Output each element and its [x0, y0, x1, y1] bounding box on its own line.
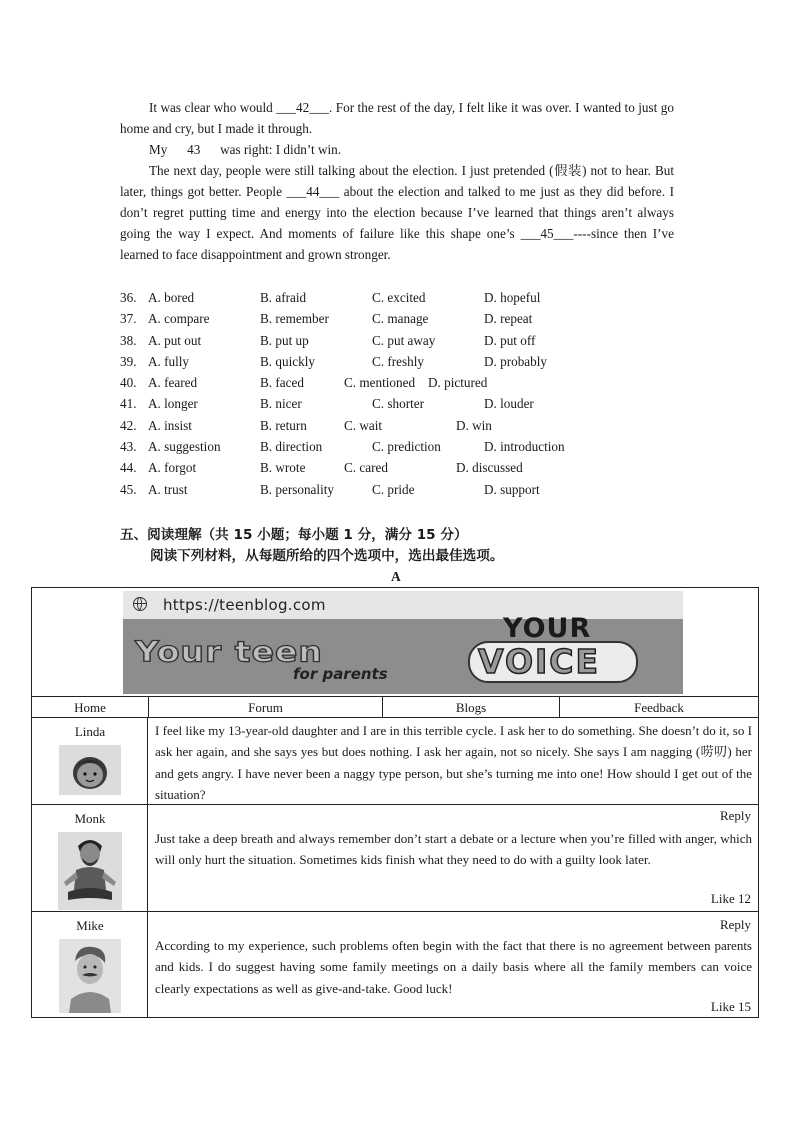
option-a: A. insist — [148, 417, 192, 433]
option-row — [120, 439, 680, 460]
option-a: A. suggestion — [148, 439, 221, 455]
author-name: Monk — [74, 811, 106, 826]
forum-reply — [32, 805, 758, 912]
option-row — [120, 482, 680, 503]
option-b: B. return — [260, 417, 307, 433]
option-row — [120, 396, 680, 417]
reply-text: Just take a deep breath and always remember don’t start a debate or a lecture when you’re filled with anger, which will only hurt the situation. Sometimes kids finish what they need to do with a guilty look later. — [155, 831, 752, 868]
author-name: Linda — [74, 724, 106, 739]
author-name: Mike — [76, 918, 104, 933]
option-b: B. quickly — [260, 353, 315, 369]
question-number: 41. — [120, 396, 137, 412]
paragraph-42: It was clear who would ___42___. For the rest of the day, I felt like it was over. I wanted to just go home and cry, but I made it through. — [120, 100, 674, 136]
your-teen-logo: Your teen — [135, 635, 323, 669]
forum-nav — [32, 696, 758, 718]
option-a: A. bored — [148, 290, 195, 305]
option-b: B. nicer — [260, 396, 302, 412]
post-text: I feel like my 13-year-old daughter and I are in this terrible cycle. I ask her to do something. She doesn’t do it, so I ask her again, and she says yes but does nothing. I ask her again, not so nicely. She says I am nagging (唠叨) her and gets angry. I have never been a naggy type person, but she’s turning me into one! How should I get out of the situation? — [155, 723, 752, 803]
option-d: D. discussed — [456, 460, 523, 476]
question-number: 40. — [120, 375, 137, 391]
option-c: C. freshly — [372, 353, 425, 369]
option-d: D. repeat — [484, 311, 533, 327]
option-row — [120, 354, 680, 375]
option-c: C. manage — [372, 311, 429, 327]
question-number: 44. — [120, 460, 137, 476]
option-c: C. pride — [372, 481, 415, 497]
option-row — [120, 333, 680, 354]
option-a: A. trust — [148, 481, 188, 497]
question-number: 37. — [120, 311, 137, 327]
option-row — [120, 311, 680, 332]
option-d: D. hopeful — [484, 290, 541, 305]
paragraph-44-45: The next day, people were still talking about the election. I just pretended (假装) not to hear. But later, things got better. People ___44___ about the election and talked to me just as they did before. I don’t regret putting time and energy into the election because I’ve learned that things aren’t always going the way I expect. And moments of failure like this shape one’s ___45___----since then I’ve learned to face disappointment and grown stronger. — [120, 163, 674, 262]
option-b: B. remember — [260, 311, 329, 327]
like-count[interactable]: Like 15 — [710, 999, 751, 1014]
option-b: B. put up — [260, 332, 309, 348]
nav-forum[interactable]: Forum — [149, 697, 383, 717]
option-c: C. excited — [372, 290, 426, 305]
your-voice-logo-voice: VOICE — [478, 642, 601, 681]
forum-post — [32, 718, 758, 805]
forum-screenshot — [31, 587, 759, 1018]
option-a: A. fully — [148, 353, 190, 369]
options-list — [120, 290, 680, 503]
like-count[interactable]: Like 12 — [710, 891, 751, 906]
author-column — [32, 805, 148, 911]
old-man-avatar-icon — [59, 939, 121, 1013]
option-a: A. feared — [148, 375, 198, 391]
option-c: C. shorter — [372, 396, 425, 412]
option-b: B. afraid — [260, 290, 307, 305]
nav-blogs[interactable]: Blogs — [383, 697, 560, 717]
author-column — [32, 912, 148, 1018]
question-number: 36. — [120, 290, 137, 305]
option-c: C. cared — [344, 460, 388, 476]
question-number: 43. — [120, 439, 137, 455]
globe-icon — [133, 597, 147, 611]
question-number: 42. — [120, 417, 137, 433]
option-d: D. put off — [484, 332, 536, 348]
option-a: A. longer — [148, 396, 198, 412]
option-b: B. wrote — [260, 460, 306, 476]
option-row — [120, 460, 680, 481]
address-bar — [123, 591, 683, 619]
author-column — [32, 718, 148, 804]
option-a: A. compare — [148, 311, 210, 327]
option-d: D. pictured — [428, 375, 488, 391]
passage-text — [120, 97, 674, 265]
option-c: C. wait — [344, 417, 383, 433]
nav-home[interactable]: Home — [32, 697, 149, 717]
section-title: 五、阅读理解（共 15 小题；每小题 1 分，满分 15 分） — [120, 527, 468, 543]
option-row — [120, 290, 680, 311]
option-d: D. probably — [484, 353, 547, 369]
option-d: D. introduction — [484, 439, 565, 455]
option-d: D. louder — [484, 396, 534, 412]
paragraph-43: My 43 was right: I didn’t win. — [149, 142, 342, 157]
option-b: B. personality — [260, 481, 334, 497]
option-d: D. support — [484, 481, 540, 497]
site-url: https://teenblog.com — [163, 596, 326, 614]
question-number: 39. — [120, 353, 137, 369]
option-c: C. prediction — [372, 439, 441, 455]
forum-reply — [32, 912, 758, 1018]
option-row — [120, 418, 680, 439]
option-row — [120, 375, 680, 396]
option-a: A. forgot — [148, 460, 197, 476]
option-d: D. win — [456, 417, 492, 433]
reply-button[interactable]: Reply — [719, 917, 751, 932]
option-c: C. mentioned — [344, 375, 416, 391]
reply-button[interactable]: Reply — [719, 808, 751, 823]
nav-feedback[interactable]: Feedback — [634, 700, 684, 715]
for-parents-tagline: for parents — [293, 665, 388, 683]
your-voice-logo-top: YOUR — [503, 613, 592, 644]
girl-avatar-icon — [59, 745, 121, 795]
option-a: A. put out — [148, 332, 202, 348]
question-number: 45. — [120, 481, 137, 497]
option-c: C. put away — [372, 332, 436, 348]
section-instruction: 阅读下列材料，从每题所给的四个选项中，选出最佳选项。 — [150, 548, 504, 564]
meditating-man-avatar-icon — [58, 832, 122, 910]
question-number: 38. — [120, 332, 137, 348]
passage-letter: A — [391, 569, 401, 584]
site-banner — [123, 591, 683, 694]
option-b: B. faced — [260, 375, 304, 391]
reply-text: According to my experience, such problems often begin with the fact that there is no agreement between parents and kids. I do suggest having some family meetings on a daily basis where all the family members can voice clearly expectations as well as give-and-take. Good luck! — [155, 938, 752, 996]
option-b: B. direction — [260, 439, 323, 455]
